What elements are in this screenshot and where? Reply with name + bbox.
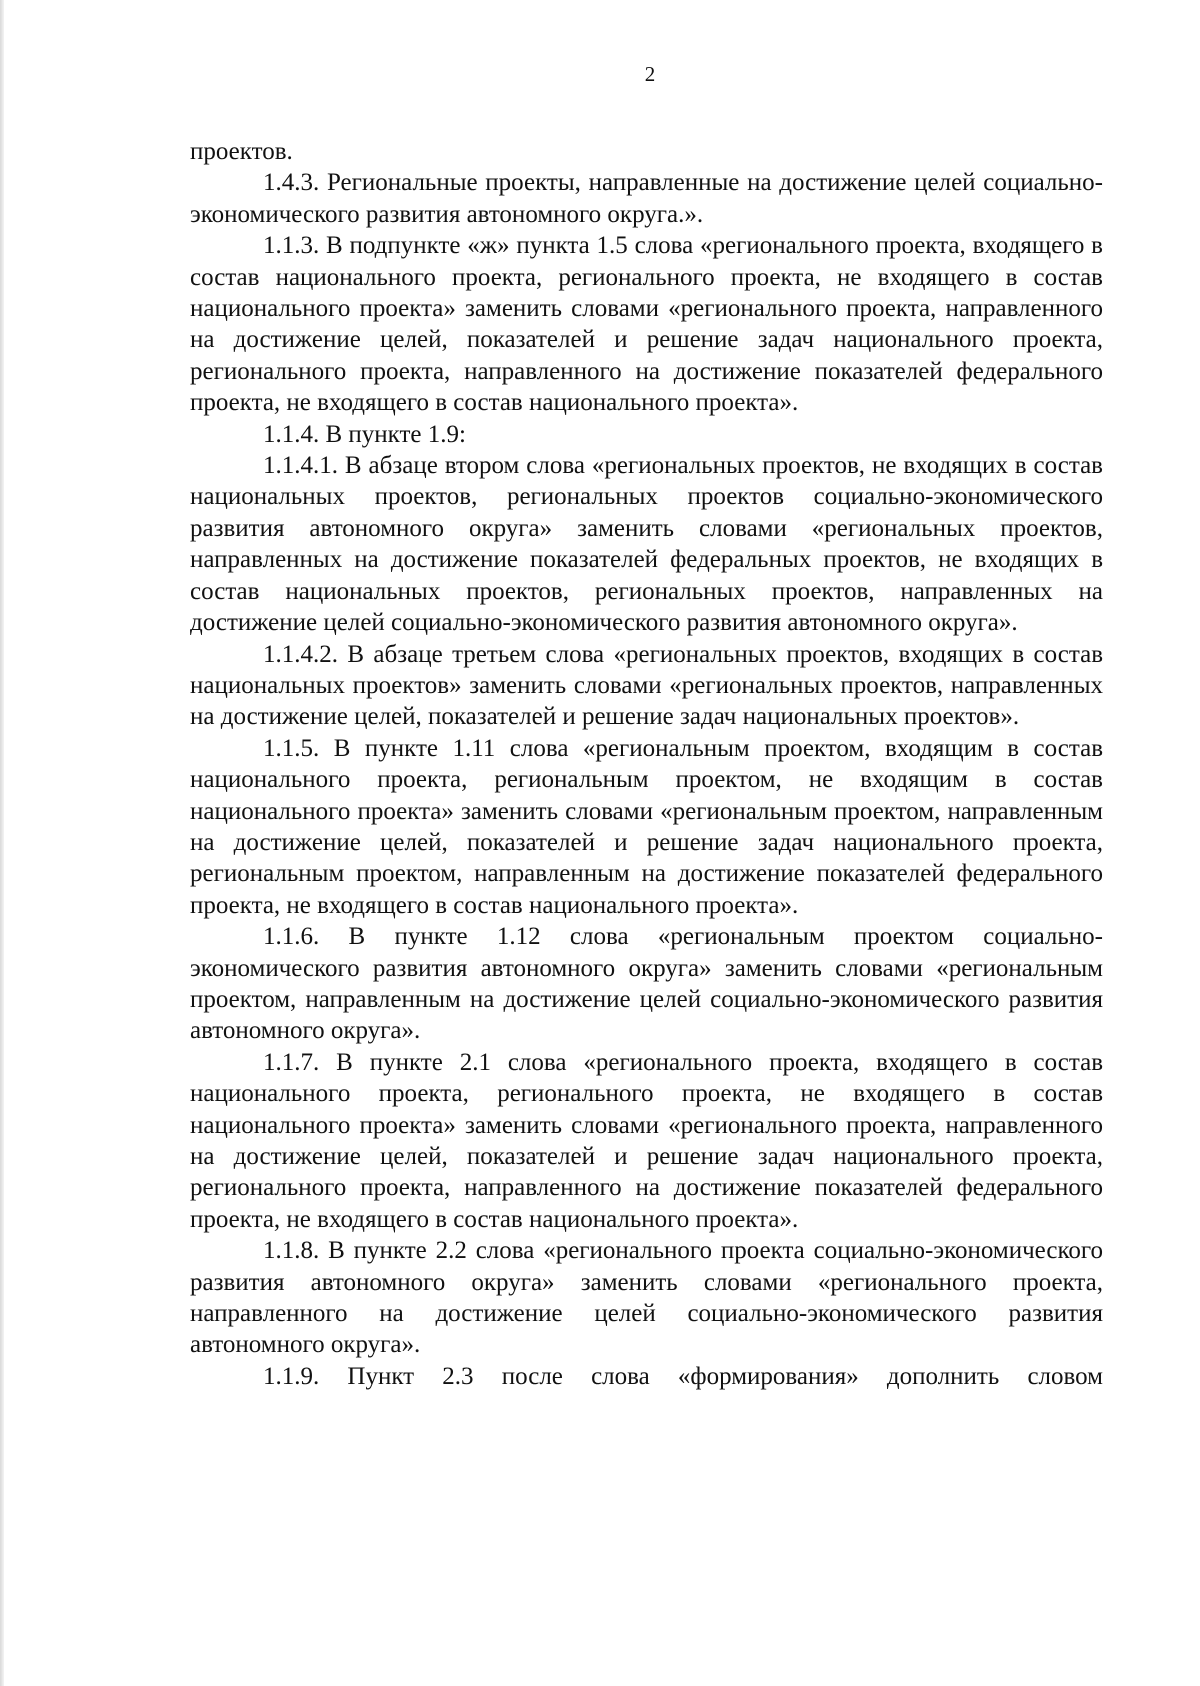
paragraph-1-4-3: 1.4.3. Региональные проекты, направленные на достижение целей социально-экономического развития автономного округа.». [190, 169, 1103, 228]
paragraph-1-1-8: 1.1.8. В пункте 2.2 слова «регионального проекта социально-экономического развития автономного округа» заменить словами «регионального проекта, направленного на достижение целей социально-экономического развития автономного округа». [190, 1237, 1103, 1359]
paragraph-1-1-4-1: 1.1.4.1. В абзаце втором слова «региональных проектов, не входящих в состав национальных проектов, региональных проектов социально-экономического развития автономного округа» заменить словами «региональных проектов, направленных на достижение показателей федеральных проектов, не входящих в состав национальных проектов, региональных проектов, направленных на достижение целей социально-экономического развития автономного округа». [190, 452, 1103, 637]
document-body [190, 136, 1103, 1392]
paragraph-1-1-5: 1.1.5. В пункте 1.11 слова «региональным проектом, входящим в состав национального проекта, региональным проектом, не входящим в состав национального проекта» заменить словами «региональным проектом, направленным на достижение целей, показателей и решение задач национального проекта, региональным проектом, направленным на достижение показателей федерального проекта, не входящего в состав национального проекта». [190, 734, 1103, 919]
page-number: 2 [644, 62, 656, 86]
paragraph-1-1-7: 1.1.7. В пункте 2.1 слова «регионального проекта, входящего в состав национального проекта, регионального проекта, не входящего в состав национального проекта» заменить словами «регионального проекта, направленного на достижение целей, показателей и решение задач национального проекта, регионального проекта, направленного на достижение показателей федерального проекта, не входящего в состав национального проекта». [190, 1048, 1103, 1233]
paragraph-continuation: проектов. [190, 138, 293, 165]
paragraph-1-1-4: 1.1.4. В пункте 1.9: [263, 420, 466, 448]
paragraph-1-1-9: 1.1.9. Пункт 2.3 после слова «формирования» дополнить словом [263, 1362, 1103, 1390]
paragraph-1-1-4-2: 1.1.4.2. В абзаце третьем слова «региональных проектов, входящих в состав национальных проектов» заменить словами «региональных проектов, направленных на достижение целей, показателей и решение задач национальных проектов». [190, 640, 1103, 731]
scan-edge [0, 0, 4, 1686]
paragraph-1-1-3: 1.1.3. В подпункте «ж» пункта 1.5 слова «регионального проекта, входящего в состав национального проекта, регионального проекта, не входящего в состав национального проекта» заменить словами «регионального проекта, направленного на достижение целей, показателей и решение задач национального проекта, регионального проекта, направленного на достижение показателей федерального проекта, не входящего в состав национального проекта». [190, 232, 1103, 417]
paragraph-1-1-6: 1.1.6. В пункте 1.12 слова «региональным проектом социально-экономического развития автономного округа» заменить словами «региональным проектом, направленным на достижение целей социально-экономического развития автономного округа». [190, 923, 1103, 1045]
